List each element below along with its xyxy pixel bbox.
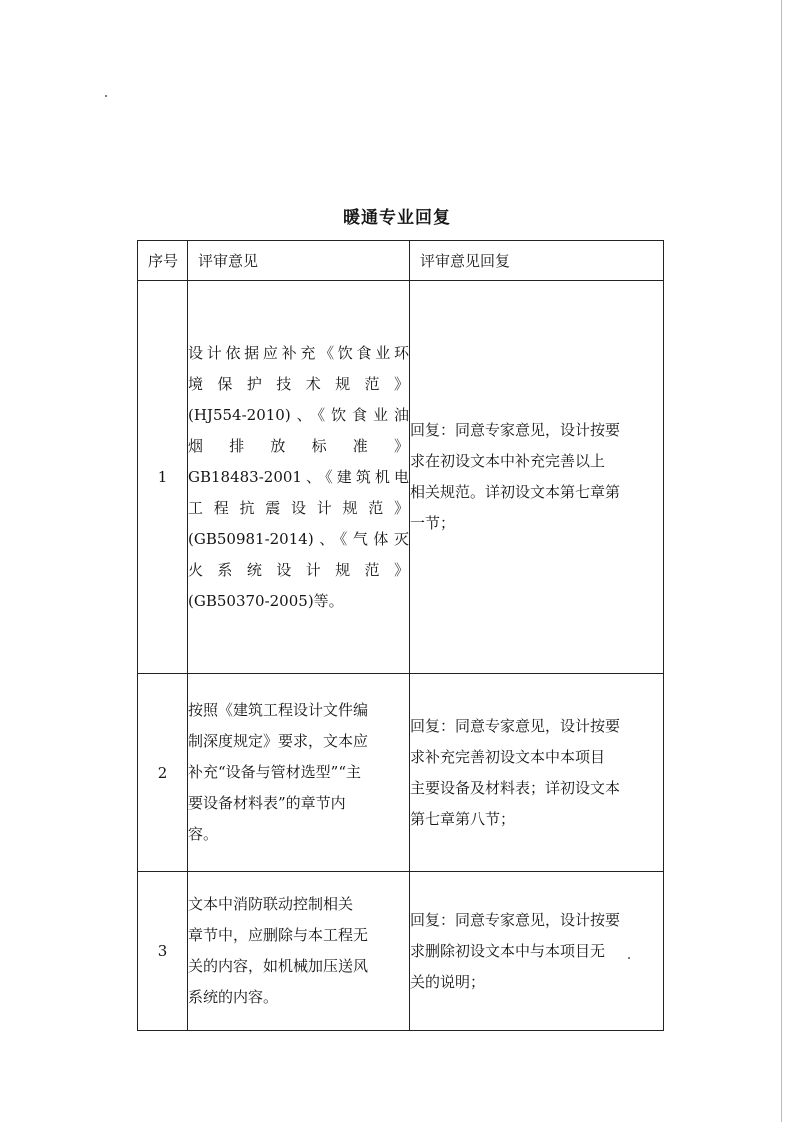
scan-edge-line	[781, 0, 782, 1122]
table-row	[138, 674, 664, 872]
page-title: 暖通专业回复	[343, 208, 451, 228]
reply-line: 求删除初设文本中与本项目无	[410, 941, 606, 960]
comment-line: 设计依据应补充《饮食业环	[188, 343, 409, 362]
reply-line: 主要设备及材料表；详初设文本	[410, 778, 621, 797]
reply-line: 求补充完善初设文本中本项目	[410, 747, 606, 766]
row-comment	[188, 674, 410, 872]
row-reply	[410, 674, 664, 872]
comment-line: 制深度规定》要求，文本应	[188, 732, 369, 750]
comment-line: GB18483-2001、《建筑机电	[188, 467, 409, 486]
comment-line: 按照《建筑工程设计文件编	[188, 701, 369, 719]
reply-line: 相关规范。详初设文本第七章第	[410, 483, 621, 501]
reply-line: 一节；	[410, 514, 456, 532]
reply-line: 关的说明；	[410, 972, 486, 991]
comment-line: 烟排放标准》	[188, 436, 409, 455]
reply-line: 回复：同意专家意见，设计按要	[410, 910, 621, 929]
comment-line: 工程抗震设计规范》	[188, 498, 409, 517]
comment-line: 容。	[188, 825, 219, 843]
header-reply: 评审意见回复	[410, 241, 664, 281]
row-reply	[410, 872, 664, 1031]
comment-line: (GB50981-2014)、《气体灭	[188, 529, 409, 548]
table-header-row	[138, 241, 664, 281]
reply-line: 回复：同意专家意见，设计按要	[410, 421, 621, 439]
table-row	[138, 281, 664, 674]
comment-line: (HJ554-2010)、《饮食业油	[188, 405, 409, 424]
row-reply	[410, 281, 664, 674]
header-comment: 评审意见	[188, 241, 410, 281]
comment-line: (GB50370-2005)等。	[188, 591, 344, 610]
reply-line: 回复：同意专家意见，设计按要	[410, 716, 621, 735]
comment-line: 补充“设备与管材选型”“主	[188, 763, 362, 781]
reply-line: 第七章第八节；	[410, 809, 516, 828]
comment-line: 章节中，应删除与本工程无	[188, 926, 369, 944]
header-seq: 序号	[138, 241, 188, 281]
review-table	[137, 240, 664, 1031]
scan-speck	[628, 957, 630, 959]
comment-line: 系统的内容。	[188, 988, 279, 1006]
comment-line: 境保护技术规范》	[188, 374, 409, 393]
comment-line: 火系统设计规范》	[188, 560, 409, 579]
row-seq: 2	[138, 674, 188, 872]
comment-line: 关的内容，如机械加压送风	[188, 957, 369, 975]
comment-line: 文本中消防联动控制相关	[188, 895, 354, 913]
row-seq: 3	[138, 872, 188, 1031]
table-row	[138, 872, 664, 1031]
scan-speck	[105, 95, 107, 97]
reply-line: 求在初设文本中补充完善以上	[410, 452, 606, 470]
row-comment	[188, 281, 410, 674]
row-comment	[188, 872, 410, 1031]
row-seq: 1	[138, 281, 188, 674]
comment-line: 要设备材料表”的章节内	[188, 794, 346, 812]
